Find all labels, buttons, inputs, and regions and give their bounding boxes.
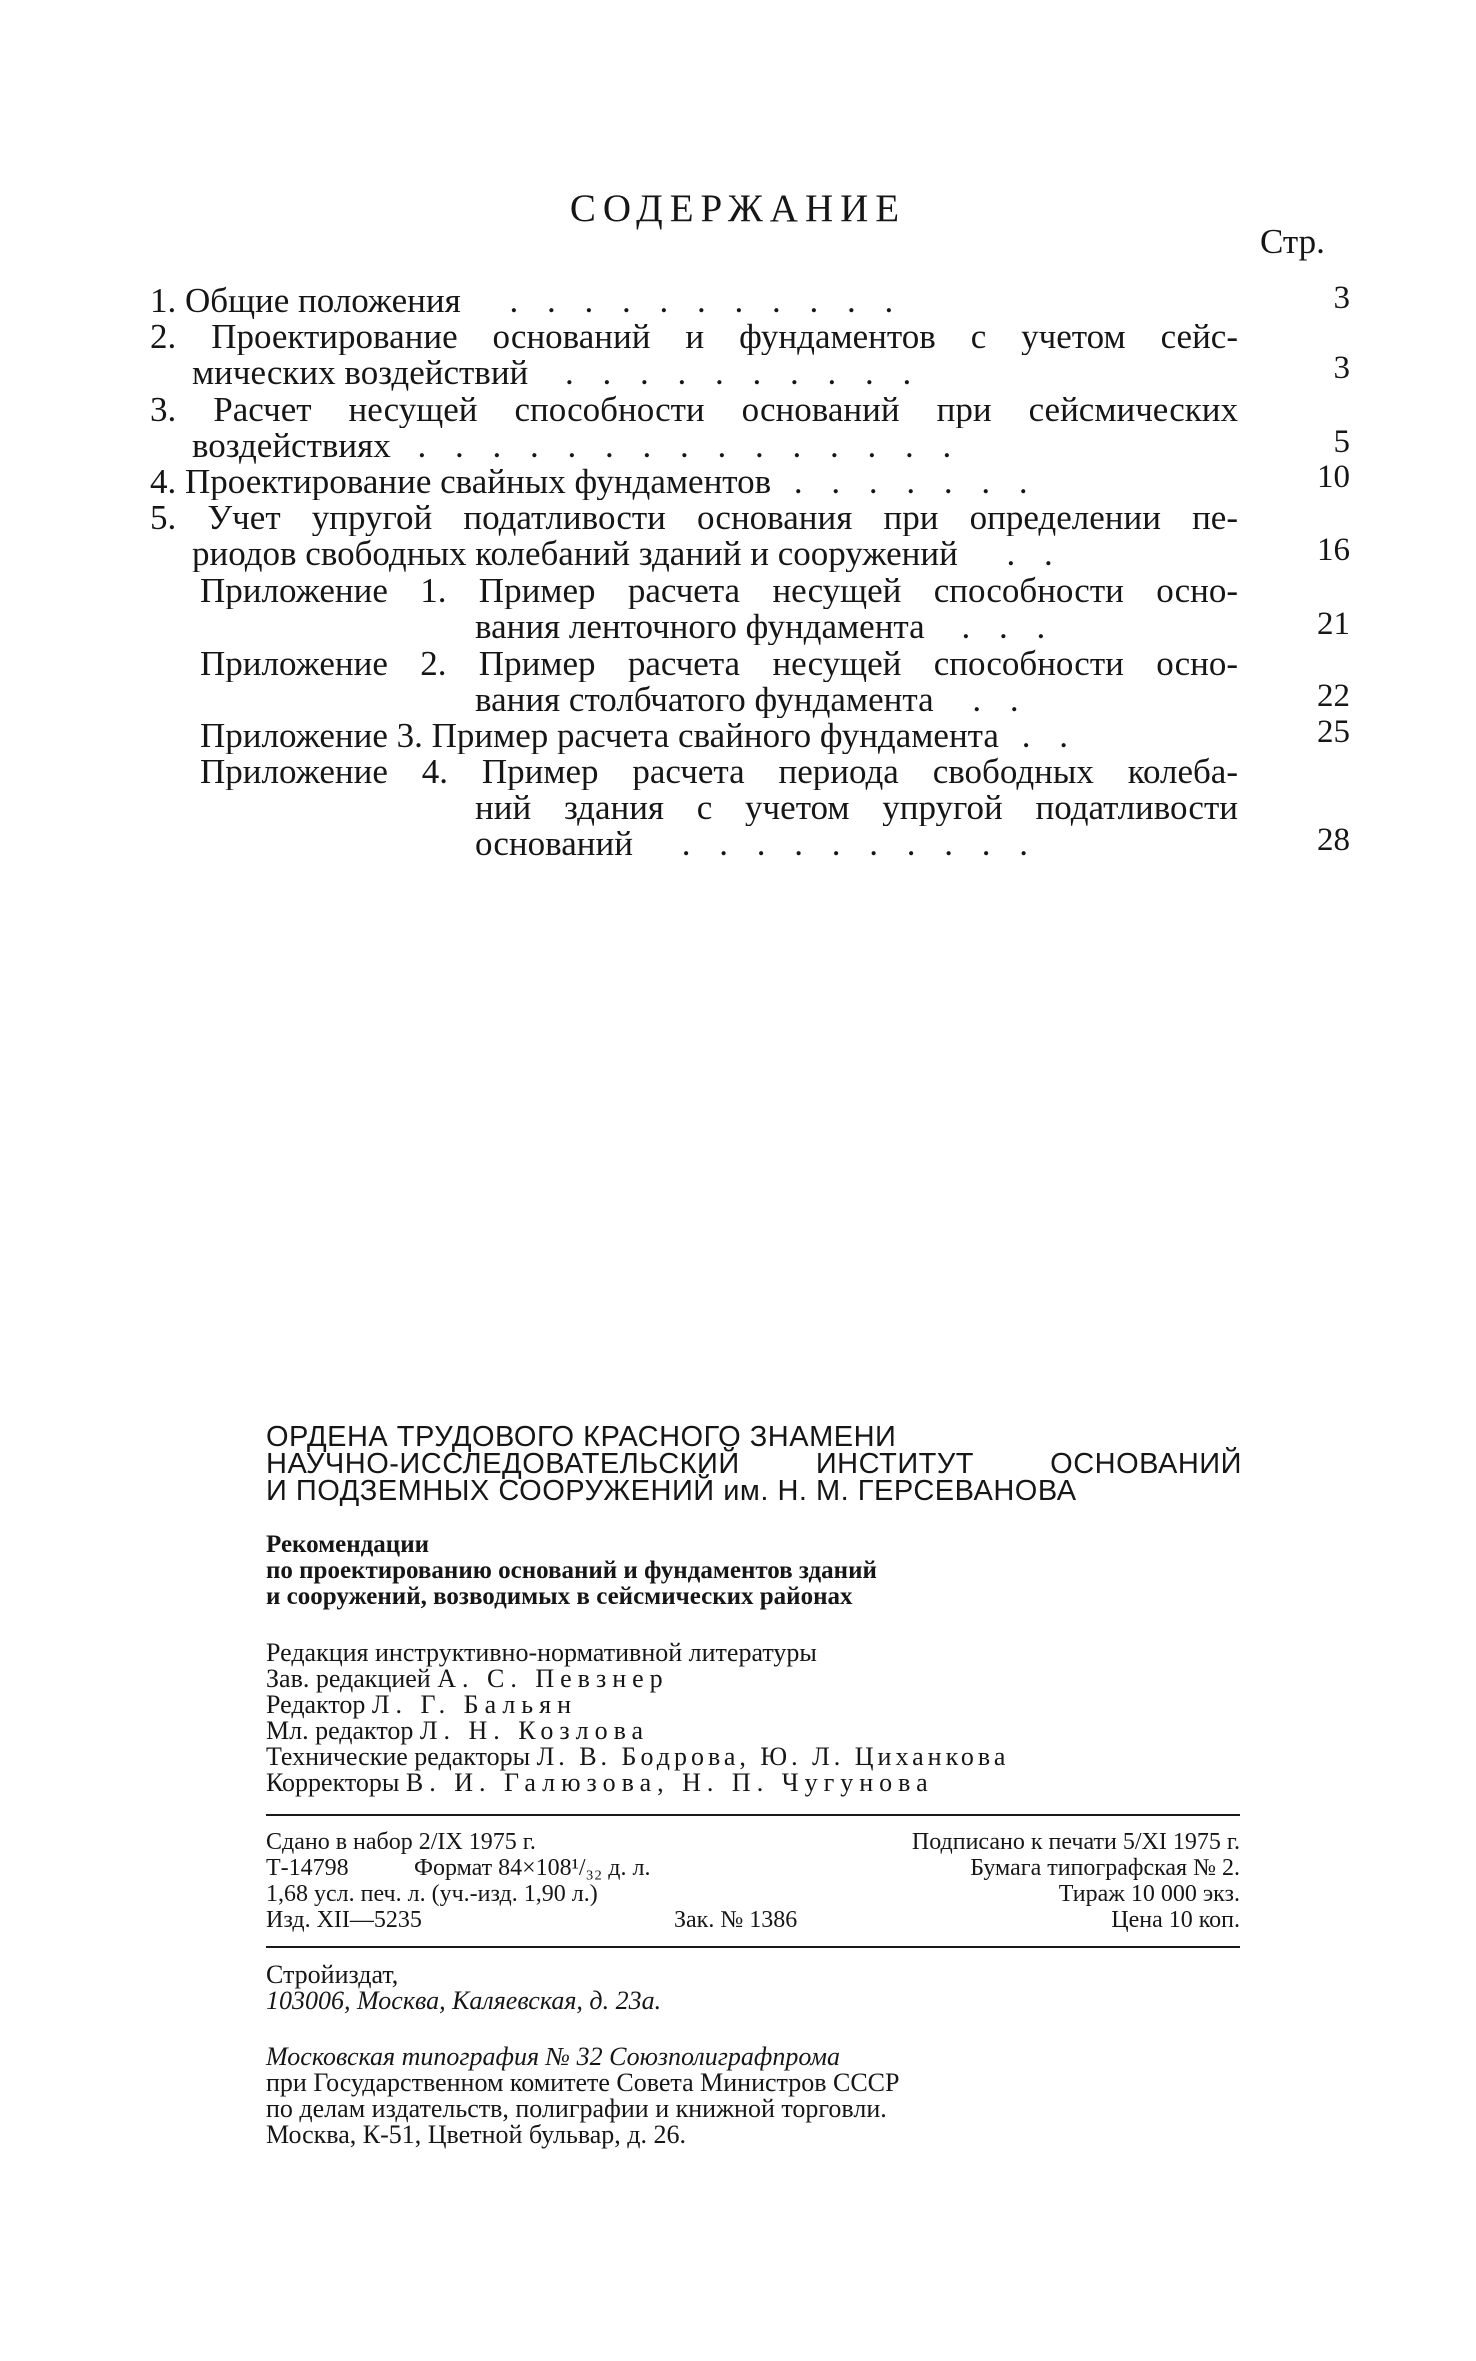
credit-label: Корректоры [266, 1768, 400, 1797]
toc-entry-3: 3. Расчет несущей способности оснований при сейсмических [150, 392, 1238, 428]
toc-leader-dots: . . . [961, 609, 1056, 645]
divider [266, 1814, 1240, 1816]
printer-line: при Государственном комитете Совета Министров СССР [266, 2068, 900, 2097]
publication-cell: Зак. № 1386 [674, 1907, 798, 1933]
toc-page-number: 5 [1333, 424, 1350, 460]
toc-entry-4 [150, 464, 1038, 500]
toc-page-number: 3 [1333, 350, 1350, 386]
toc-leader-dots: . . [1006, 536, 1063, 572]
toc-entry-2: 2. Проектирование оснований и фундаментов с учетом сейс- [150, 319, 1238, 355]
toc-entry-text: риодов свободных колебаний зданий и сооружений [192, 536, 958, 572]
credit-name: В. И. Галюзова, Н. П. Чугунова [405, 1768, 934, 1797]
credit-line [266, 1744, 1009, 1770]
publication-cell: Формат 84×108¹/₃₂ д. л. [414, 1855, 651, 1881]
printer-block [266, 2044, 899, 2148]
toc-entry-text: 4. Проектирование свайных фундаментов [150, 464, 772, 500]
institute-line: ОРДЕНА ТРУДОВОГО КРАСНОГО ЗНАМЕНИ [266, 1421, 897, 1453]
editorial-credits [266, 1640, 1009, 1796]
publication-cell: Бумага типографская № 2. [970, 1855, 1240, 1881]
publication-cell: Тираж 10 000 экз. [1058, 1881, 1240, 1907]
toc-appendix-2: Приложение 2. Пример расчета несущей способности осно- [200, 646, 1238, 682]
toc-leader-dots: . . [972, 682, 1029, 718]
toc-entry-text: воздействиях [192, 428, 391, 464]
credit-line [266, 1666, 1009, 1692]
publisher-block [266, 1962, 661, 2014]
toc-leader-dots: . . . . . . . . . . [565, 355, 922, 391]
toc-leader-dots: . . . . . . . . . . . . . . . [417, 428, 962, 464]
toc-page-number: 25 [1317, 714, 1350, 750]
book-subtitle: и сооружений, возводимых в сейсмических районах [266, 1583, 853, 1610]
credit-name: А. С. Певзнер [437, 1664, 669, 1693]
credit-label: Технические редакторы [266, 1742, 531, 1771]
credit-name: Л. Г. Бальян [371, 1690, 578, 1719]
book-subtitle: по проектированию оснований и фундаментов зданий [266, 1557, 877, 1584]
printer-line: Московская типография № 32 Союзполиграфпрома [266, 2042, 840, 2071]
credit-name: Л. Н. Козлова [419, 1716, 650, 1745]
toc-page-number: 28 [1317, 822, 1350, 858]
credit-line [266, 1770, 1009, 1796]
toc-appendix-1-cont [475, 609, 1055, 645]
institute-line: И ПОДЗЕМНЫХ СООРУЖЕНИЙ им. Н. М. ГЕРСЕВАНОВА [266, 1475, 1077, 1507]
toc-entry-2-cont [192, 355, 921, 391]
toc-appendix-4-cont2 [475, 826, 1038, 862]
credit-label: Мл. редактор [266, 1716, 414, 1745]
credit-name: Л. В. Бодрова, Ю. Л. Циханкова [536, 1742, 1010, 1771]
printer-line: Москва, К-51, Цветной бульвар, д. 26. [266, 2120, 687, 2149]
credit-label: Зав. редакцией [266, 1664, 431, 1693]
toc-page-header: Стр. [1260, 222, 1325, 261]
publication-cell: Сдано в набор 2/IX 1975 г. [266, 1829, 536, 1855]
toc-page-number: 22 [1317, 678, 1350, 714]
toc-leader-dots: . . . . . . . . . . [681, 826, 1038, 862]
toc-leader-dots: . . . . . . . . . . . [509, 283, 904, 319]
toc-entry-text: вания столбчатого фундамента [475, 682, 934, 718]
toc-page-number: 21 [1317, 606, 1350, 642]
institute-line: НАУЧНО-ИССЛЕДОВАТЕЛЬСКИЙ ИНСТИТУТ ОСНОВАНИЙ [266, 1448, 1242, 1480]
toc-entry-text: оснований [475, 826, 633, 862]
toc-page-number: 10 [1317, 459, 1350, 495]
toc-entry-text: 1. Общие положения [150, 283, 461, 319]
toc-leader-dots: . . [1021, 718, 1078, 754]
printer-line: по делам издательств, полиграфии и книжной торговли. [266, 2094, 887, 2123]
editorial-office: Редакция инструктивно-нормативной литературы [266, 1638, 817, 1667]
toc-appendix-2-cont [475, 682, 1029, 718]
toc-appendix-1: Приложение 1. Пример расчета несущей способности осно- [200, 573, 1238, 609]
credit-label: Редактор [266, 1690, 366, 1719]
publication-cell: Подписано к печати 5/XI 1975 г. [911, 1829, 1240, 1855]
toc-entry-text: мических воздействий [192, 355, 529, 391]
toc-entry-3-cont [192, 428, 961, 464]
publication-cell: Т-14798 [266, 1855, 349, 1881]
toc-entry-1 [150, 283, 903, 319]
toc-title: СОДЕРЖАНИЕ [569, 187, 907, 230]
publisher-address: 103006, Москва, Каляевская, д. 23а. [266, 1986, 662, 2015]
toc-entry-5-cont [192, 536, 1063, 572]
toc-appendix-4-cont: ний здания с учетом упругой податливости [475, 790, 1238, 826]
institute-name [266, 1421, 1242, 1507]
book-title: Рекомендации [266, 1531, 430, 1558]
toc-leader-dots: . . . . . . . [793, 464, 1038, 500]
toc-entry-5: 5. Учет упругой податливости основания при определении пе- [150, 500, 1238, 536]
toc-appendix-3 [200, 718, 1078, 754]
toc-entry-text: вания ленточного фундамента [475, 609, 925, 645]
publication-cell: Цена 10 коп. [1111, 1907, 1240, 1933]
publication-cell: 1,68 усл. печ. л. (уч.-изд. 1,90 л.) [266, 1881, 598, 1907]
divider [266, 1946, 1240, 1948]
toc-appendix-4: Приложение 4. Пример расчета периода свободных колеба- [200, 754, 1238, 790]
credit-line [266, 1692, 1009, 1718]
credit-line [266, 1718, 1009, 1744]
toc-page-number: 3 [1333, 280, 1350, 316]
toc-page-number: 16 [1317, 532, 1350, 568]
book-title-block [266, 1532, 877, 1610]
publisher-name: Стройиздат, [266, 1960, 399, 1989]
publication-cell: Изд. XII—5235 [266, 1907, 422, 1933]
toc-entry-text: Приложение 3. Пример расчета свайного фундамента [200, 718, 999, 754]
